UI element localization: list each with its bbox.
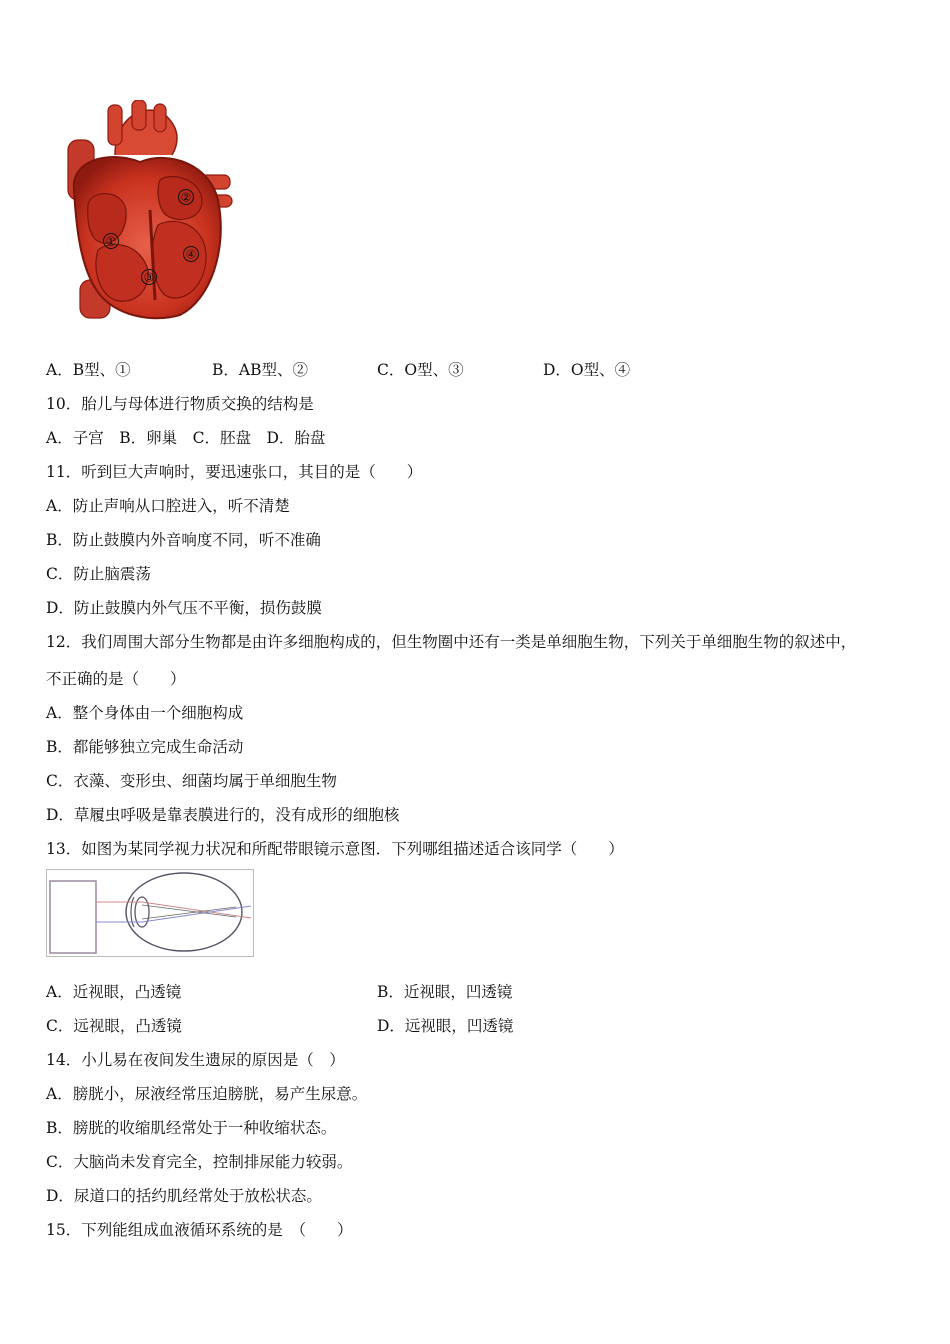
- q14-option-b: B．膀胱的收缩肌经常处于一种收缩状态。: [46, 1119, 337, 1137]
- q13-stem: 13．如图为某同学视力状况和所配带眼镜示意图．下列哪组描述适合该同学（ ）: [46, 840, 624, 858]
- q12-stem-line1: 12．我们周围大部分生物都是由许多细胞构成的，但生物圈中还有一类是单细胞生物，下列关于单细胞生物的叙述中，: [46, 633, 857, 651]
- q12-option-c: C．衣藻、变形虫、细菌均属于单细胞生物: [46, 772, 337, 790]
- q12-option-a: A．整个身体由一个细胞构成: [46, 704, 244, 722]
- q14-option-c: C．大脑尚未发育完全，控制排尿能力较弱。: [46, 1153, 353, 1171]
- q9-option-d: D．O型、④: [543, 361, 631, 379]
- q12-option-b: B．都能够独立完成生命活动: [46, 738, 244, 756]
- q13-option-a: A．近视眼，凸透镜: [46, 983, 182, 1001]
- q14-option-d: D．尿道口的括约肌经常处于放松状态。: [46, 1187, 322, 1205]
- q11-option-a: A．防止声响从口腔进入，听不清楚: [46, 497, 290, 515]
- q10-options: A．子宫 B．卵巢 C．胚盘 D．胎盘: [46, 429, 326, 447]
- heart-label-3: ③: [143, 270, 155, 285]
- heart-diagram: [60, 100, 240, 325]
- eye-diagram: [46, 869, 254, 957]
- q13-option-c: C．远视眼，凸透镜: [46, 1017, 182, 1035]
- q9-option-c: C．O型、③: [377, 361, 464, 379]
- q11-option-b: B．防止鼓膜内外音响度不同，听不准确: [46, 531, 321, 549]
- q9-option-b: B．AB型、②: [212, 361, 308, 379]
- q15-stem: 15．下列能组成血液循环系统的是 （ ）: [46, 1221, 353, 1239]
- q14-stem: 14．小儿易在夜间发生遗尿的原因是（ ）: [46, 1051, 345, 1069]
- q13-option-d: D．远视眼，凹透镜: [377, 1017, 514, 1035]
- q11-stem: 11．听到巨大声响时，要迅速张口，其目的是（ ）: [46, 463, 423, 481]
- heart-label-2: ②: [180, 190, 192, 205]
- q10-stem: 10．胎儿与母体进行物质交换的结构是: [46, 395, 314, 413]
- heart-label-1: ①: [105, 234, 117, 249]
- heart-label-4: ④: [185, 247, 197, 262]
- q13-option-b: B．近视眼，凹透镜: [377, 983, 513, 1001]
- q12-stem-line2: 不正确的是（ ）: [46, 670, 186, 688]
- q12-option-d: D．草履虫呼吸是靠表膜进行的，没有成形的细胞核: [46, 806, 400, 824]
- q11-option-d: D．防止鼓膜内外气压不平衡，损伤鼓膜: [46, 599, 322, 617]
- q14-option-a: A．膀胱小，尿液经常压迫膀胱，易产生尿意。: [46, 1085, 368, 1103]
- q11-option-c: C．防止脑震荡: [46, 565, 151, 583]
- q9-option-a: A．B型、①: [46, 361, 131, 379]
